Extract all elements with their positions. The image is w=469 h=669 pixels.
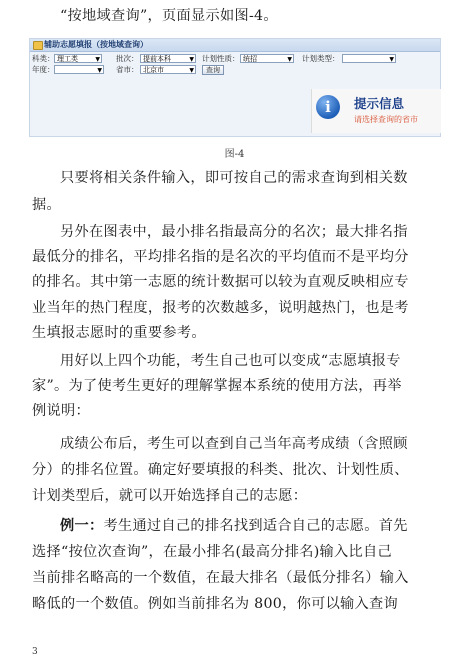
chevron-down-icon: ▼ <box>189 56 194 63</box>
pici-label: 批次： <box>116 54 139 63</box>
figure-title: 辅助志愿填报（按地域查询） <box>44 40 148 49</box>
chevron-down-icon: ▼ <box>97 67 102 74</box>
figure-screenshot <box>29 38 441 137</box>
paragraph-line: 家”。为了使考生更好的理解掌握本系统的使用方法，再举 <box>32 378 402 394</box>
paragraph-line: 略低的一个数值。例如当前排名为 800，你可以输入查询 <box>32 596 399 612</box>
page-number: 3 <box>32 647 38 657</box>
paragraph-line: 最低分的排名，平均排名指的是名次的平均值而不是平均分 <box>32 249 409 265</box>
paragraph-line: 成绩公布后，考生可以查到自己当年高考成绩（含照顾 <box>60 436 408 452</box>
folder-icon <box>33 41 43 50</box>
kelei-label: 科类： <box>32 54 55 63</box>
paragraph-line: 据。 <box>32 197 61 213</box>
leixing-select[interactable] <box>342 54 396 63</box>
paragraph-line: 的排名。其中第一志愿的统计数据可以较为直观反映相应专 <box>32 274 409 290</box>
filter-row-2 <box>32 64 438 76</box>
intro-line: “按地域查询”，页面显示如图-4。 <box>60 8 278 24</box>
paragraph-line: 分）的排名位置。确定好要填报的科类、批次、计划性质、 <box>32 462 409 478</box>
example-paragraph <box>60 516 437 536</box>
paragraph-line: 计划类型后，就可以开始选择自己的志愿： <box>32 488 308 504</box>
tip-title: 提示信息 <box>354 96 405 111</box>
paragraph-line: 例说明： <box>32 403 90 419</box>
niandu-select[interactable] <box>54 65 104 74</box>
paragraph-line: 只要将相关条件输入，即可按自己的需求查询到相关数 <box>60 170 408 186</box>
paragraph-line: 生填报志愿时的重要参考。 <box>32 325 206 341</box>
shengshi-select[interactable]: 北京市 ▼ <box>140 65 196 74</box>
figure-title-bar <box>30 39 440 52</box>
info-icon: i <box>316 95 340 119</box>
shengshi-label: 省市： <box>116 65 139 74</box>
xingzhi-select[interactable]: 统招 ▼ <box>240 54 294 63</box>
leixing-label: 计划类型： <box>302 54 340 63</box>
pici-select[interactable]: 提前本科 ▼ <box>140 54 196 63</box>
xingzhi-label: 计划性质： <box>202 54 240 63</box>
chevron-down-icon: ▼ <box>287 56 292 63</box>
tip-message: 请选择查询的省市 <box>354 115 418 124</box>
figure-caption: 图-4 <box>224 149 245 160</box>
paragraph-line: 当前排名略高的一个数值，在最大排名（最低分排名）输入 <box>32 570 409 586</box>
paragraph-line: 选择“按位次查询”，在最小排名(最高分排名)输入比自己 <box>32 544 392 560</box>
query-button[interactable]: 查询 <box>202 65 224 75</box>
paragraph-line: 业当年的热门程度，报考的次数越多，说明越热门，也是考 <box>32 300 409 316</box>
paragraph-line: 用好以上四个功能，考生自己也可以变成“志愿填报专 <box>60 353 401 369</box>
chevron-down-icon: ▼ <box>189 67 194 74</box>
example-label: 例一： <box>60 518 104 534</box>
tip-panel <box>311 89 441 133</box>
chevron-down-icon: ▼ <box>95 56 100 63</box>
kelei-select[interactable]: 理工类 ▼ <box>54 54 102 63</box>
niandu-label: 年度： <box>32 65 55 74</box>
paragraph-line: 考生通过自己的排名找到适合自己的志愿。首先 <box>103 518 408 534</box>
paragraph-line: 另外在图表中，最小排名指最高分的名次；最大排名指 <box>60 224 408 240</box>
chevron-down-icon: ▼ <box>389 56 394 63</box>
